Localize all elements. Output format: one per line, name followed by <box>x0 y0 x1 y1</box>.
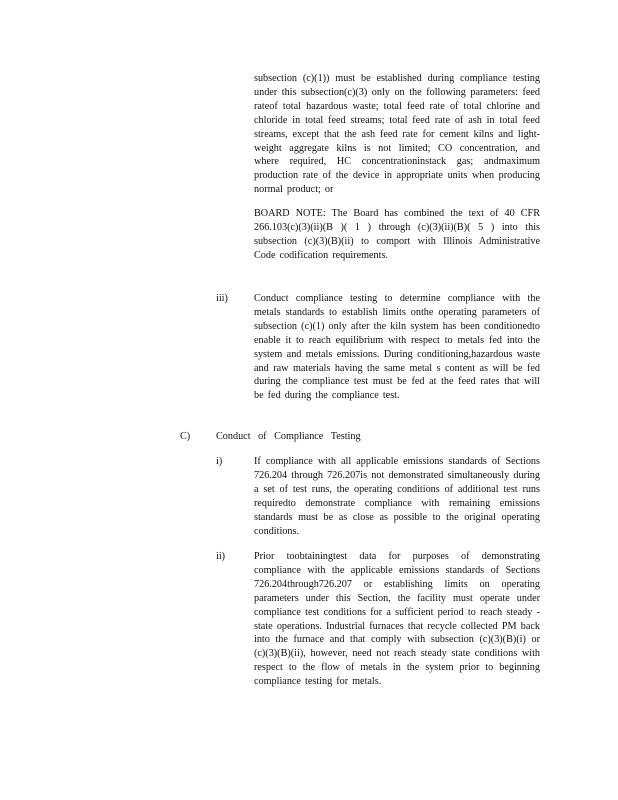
paragraph-iii-text: Conduct compliance testing to determine compliance with the metals standards to establish limits onthe operating parameters of subsection (c)(1) only after the kiln system has been conditionedto enable it to reach equilibrium with respect to metals fed into the system and metals emissions. During conditioning,hazardous waste and raw materials having the same metal s content as will be fed during the compliance test must be fed at the feed rates that will be fed during the compliance test. <box>254 293 540 402</box>
paragraph-C-ii-text: Prior toobtainingtest data for purposes of demonstrating compliance with the applicable emissions standards of Sections 726.204through726.207 or establishing limits on operating parameters under this Section, the facility must operate under compliance test conditions for a sufficient period to reach steady -state operations. Industrial furnaces that recycle collected PM back into the furnace and that comply with subsection (c)(3)(B)(i) or (c)(3)(B)(ii), however, need not reach steady state conditions with respect to the flow of metals in the system prior to beginning compliance testing for metals. <box>254 551 540 688</box>
paragraph-C-ii <box>254 550 540 689</box>
marker-iii: iii) <box>216 293 228 304</box>
paragraph-C-i <box>254 455 540 538</box>
marker-C-i: i) <box>216 456 223 467</box>
marker-C-ii: ii) <box>216 551 226 562</box>
paragraph-C-i-text: If compliance with all applicable emissions standards of Sections 726.204 through 726.207is not demonstrated simultaneously during a set of test runs, the operating conditions of additional test runs requiredto demonstrate compliance with remaining emissions standards must be as close as possible to the original operating conditions. <box>254 456 540 537</box>
paragraph-a-text: subsection (c)(1)) must be established during compliance testing under this subsection(c)(3) only on the following parameters: feed rateof total hazardous waste; total feed rate of total chlorine and chloride in total feed streams; total feed rate of ash in total feed streams, except that the ash feed rate for cement kilns and light-weight aggregate kilns is not limited; CO concentration, and where required, HC concentrationinstack gas; andmaximum production rate of the device in appropriate units when producing normal product; or <box>254 73 540 196</box>
section-a-continuation <box>254 72 540 263</box>
paragraph-iii <box>254 292 540 403</box>
board-note: BOARD NOTE: The Board has combined the text of 40 CFR 266.103(c)(3)(ii)(B )( 1 ) through (c)(3)(ii)(B)( 5 ) into this subsection (c)(3)(B)(ii) to comport with Illinois Administrative Code codification requirements. <box>254 208 540 261</box>
heading-conduct-of-compliance-testing: Conduct of Compliance Testing <box>216 431 361 442</box>
marker-C: C) <box>180 431 191 442</box>
